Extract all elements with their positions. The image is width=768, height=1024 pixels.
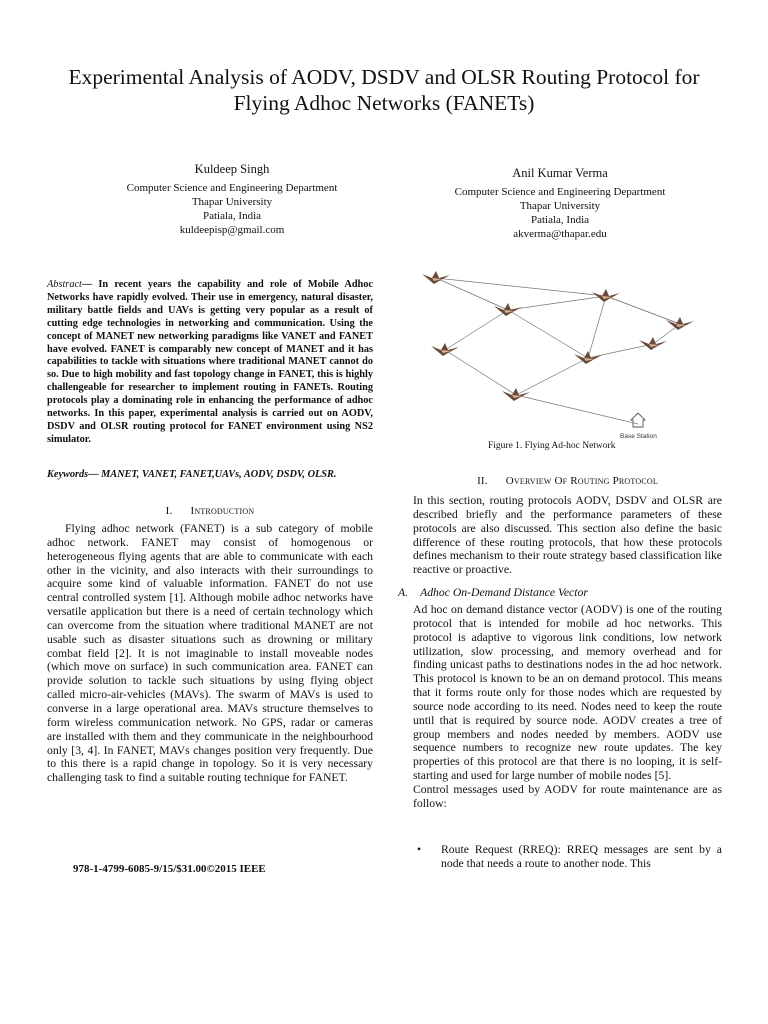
subsection-title: Adhoc On-Demand Distance Vector (420, 586, 588, 599)
bullet-icon: • (417, 843, 422, 856)
author-block-1 (56, 162, 408, 237)
author-name: Anil Kumar Verma (512, 166, 608, 180)
overview-paragraph: In this section, routing protocols AODV, DSDV and OLSR are described briefly and the performance parameters of these protocols are also discussed. This section also define the basic difference of these routing protocols, that how these protocols defines mechanism to their route strategy based classification like reactive or proactive. (413, 494, 722, 577)
overview-body (413, 494, 722, 577)
abstract (47, 279, 373, 447)
section-number: I. (165, 505, 173, 517)
keywords-text: — MANET, VANET, FANET,UAVs, AODV, DSDV, OLSR. (88, 469, 337, 480)
author-email: akverma@thapar.edu (513, 228, 607, 240)
bird-node-icon (666, 317, 694, 330)
bullet-text: Route Request (RREQ): RREQ messages are sent by a node that needs a route to another node. This (441, 843, 722, 870)
subsection-letter: A. (398, 586, 409, 599)
keywords-label: Keywords (47, 469, 89, 480)
copyright-notice: 978-1-4799-6085-9/15/$31.00©2015 IEEE (73, 863, 266, 875)
section-heading-overview (413, 475, 722, 487)
author-block-2 (388, 166, 732, 241)
author-department: Computer Science and Engineering Department (454, 186, 666, 198)
author-location: Patiala, India (530, 214, 590, 226)
abstract-label: Abstract (47, 279, 82, 290)
author-university: Thapar University (191, 196, 273, 208)
aodv-paragraph: Ad hoc on demand distance vector (AODV) is one of the routing protocol that is intended for mobile ad hoc networks. This protocol is adaptive to vigorous link conditions, low network utilization, slow processing, and memory overhead and for finding unicast paths to destinations nodes in the ad hoc network. This protocol is known to be an on demand protocol. This means that it forms route only for those nodes which are requested by source node according to its need. Nodes need to keep the route until that is required by source node. AODV creates a tree of group members and nodes needed by members. AODV use sequence numbers to recognize new route updates. The key properties of this protocol are that there is no looping, it is self-starting and used for large number of mobile nodes [5]. (413, 603, 722, 783)
aodv-control-messages-intro: Control messages used by AODV for route maintenance are as follow: (413, 782, 722, 810)
section-title: Overview Of Routing Protocol (505, 475, 658, 487)
section-number: II. (477, 475, 488, 487)
section-heading-introduction (47, 505, 373, 517)
subsection-heading-aodv (398, 586, 588, 599)
keywords (47, 469, 373, 482)
section-title: Introduction (190, 505, 255, 517)
bird-node-icon (431, 343, 459, 356)
network-diagram (418, 262, 708, 442)
bullet-rreq (413, 843, 722, 871)
bird-node-icon (639, 337, 667, 350)
paper-title: Experimental Analysis of AODV, DSDV and OLSR Routing Protocol for Flying Adhoc Networks (FANETs) (68, 65, 700, 115)
abstract-text: — In recent years the capability and role of Mobile Adhoc Networks have rapidly evolved. Their use in emergency, natural disaster, military battle fields and UAVs is getting very popular as a result of cutting edge technologies in networking and communication. Using the concept of MANET new networking paradigms like VANET and FANET have evolved. FANET is comparably new concept of MANET and it has capabilities to tackle with situations where traditional MANET cannot do so. Due to high mobility and fast topology change in FANET, this is highly challengeable for researcher to implement routing in FANETs. Routing protocols play a dominating role in enhancing the performance of adhoc networks. In this paper, experimental analysis is carried out on AODV, DSDV and OLSR routing protocol for FANET environment using NS2 simulator. (47, 279, 373, 445)
flying-nodes (422, 271, 694, 401)
network-links (436, 278, 680, 424)
author-email: kuldeepisp@gmail.com (179, 224, 285, 236)
author-name: Kuldeep Singh (194, 162, 270, 176)
base-station-icon (631, 413, 645, 427)
base-station-label: Base Station (620, 433, 657, 440)
bird-node-icon (574, 351, 602, 364)
author-university: Thapar University (519, 200, 601, 212)
introduction-body (47, 522, 373, 785)
author-department: Computer Science and Engineering Department (126, 182, 338, 194)
bird-node-icon (494, 303, 522, 316)
author-location: Patiala, India (202, 210, 262, 222)
figure-flying-adhoc-network (418, 262, 708, 442)
introduction-paragraph: Flying adhoc network (FANET) is a sub category of mobile adhoc network. FANET may consist of homogenous or heterogeneous flying agents that are able to communicate with each other in the vicinity, and also interacts with their surroundings to acquire some kind of valuable information. FANET do not use central controlled system [1]. Although mobile adhoc networks have versatile application but there is a need of certain technology which can overcome from the situation where traditional MANET are not usable such as disaster situations such as drowning or military combat field [2]. It is not imaginable to install moveable nodes (which move on surface) in such communication area. FANET can provide solution to tackle such situations by using flying object called micro-air-vehicles (MAVs). The swarm of MAVs is used to converse in a large operational area. MAVs structure themselves to form wireless communication network. No GPS, radar or cameras are installed with them and they communicate in the neighbourhood only [3, 4]. In FANET, MAVs changes position very frequently. Due to this there is a rapid change in topology. So it is very necessary challenging task to find a suitable routing technique for FANET. (47, 522, 373, 785)
aodv-body (413, 603, 722, 811)
figure-caption: Figure 1. Flying Ad-hoc Network (488, 441, 616, 451)
